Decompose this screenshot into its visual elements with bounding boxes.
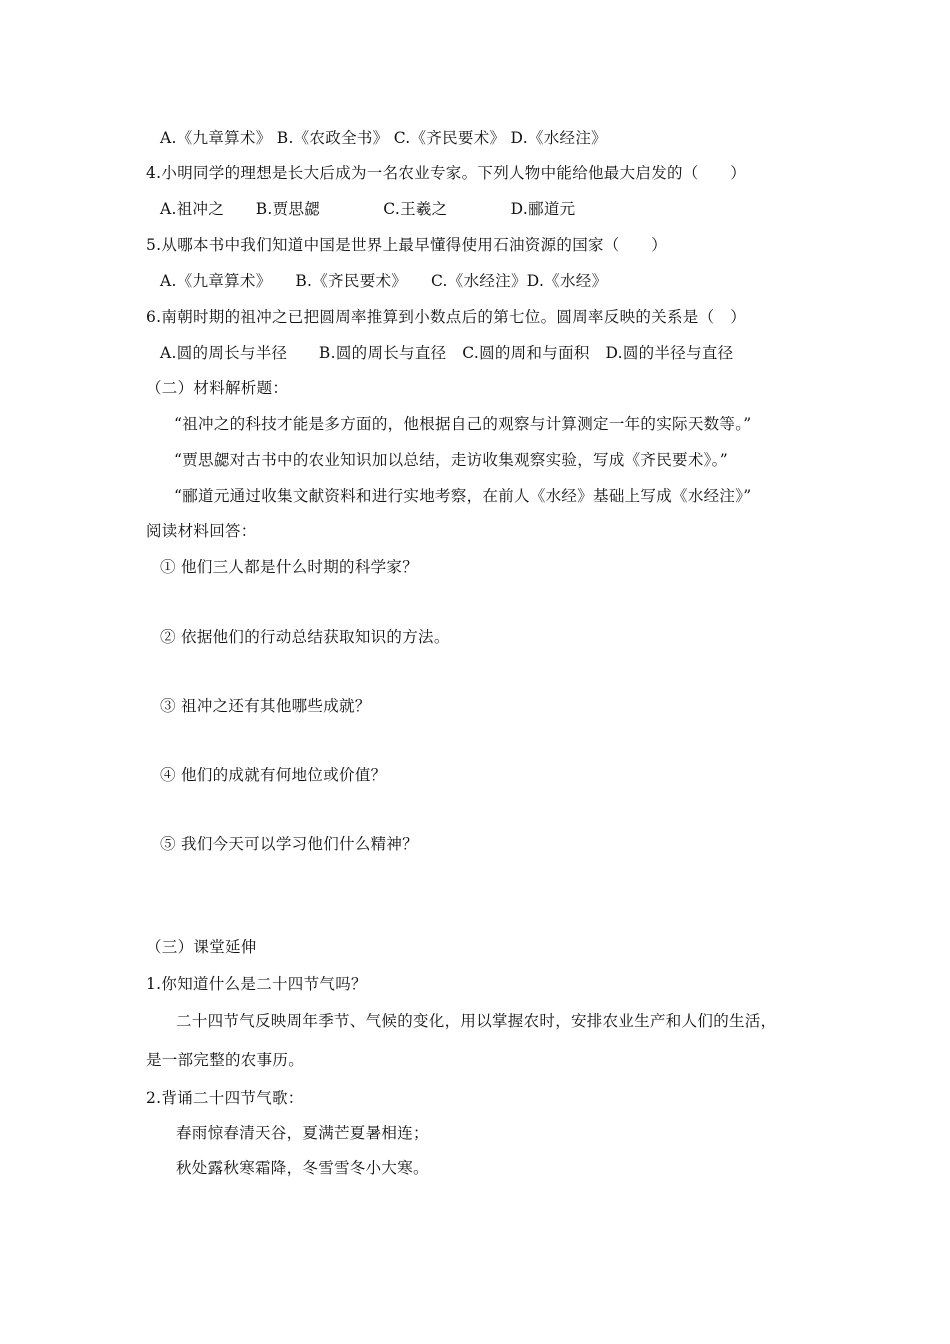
extension-answer-line2: 是一部完整的农事历。 bbox=[146, 1051, 305, 1069]
material-li-daoyuan: “郦道元通过收集文献资料和进行实地考察，在前人《水经》基础上写成《水经注》” bbox=[174, 487, 752, 505]
analysis-question: ③ 祖冲之还有其他哪些成就？ bbox=[160, 697, 371, 715]
q5-stem: 5.从哪本书中我们知道中国是世界上最早懂得使用石油资源的国家（ ） bbox=[146, 236, 667, 254]
q6-stem: 6.南朝时期的祖冲之已把圆周率推算到小数点后的第七位。圆周率反映的关系是（ ） bbox=[146, 308, 746, 326]
reading-prompt: 阅读材料回答： bbox=[146, 522, 257, 540]
analysis-question: ⑤ 我们今天可以学习他们什么精神？ bbox=[160, 835, 419, 853]
q4-stem: 4.小明同学的理想是长大后成为一名农业专家。下列人物中能给他最大启发的（ ） bbox=[146, 164, 746, 182]
extension-q1: 1.你知道什么是二十四节气吗？ bbox=[146, 975, 367, 993]
poem-line: 秋处露秋寒霜降，冬雪雪冬小大寒。 bbox=[176, 1159, 429, 1177]
extension-q2: 2.背诵二十四节气歌： bbox=[146, 1089, 304, 1107]
poem-line: 春雨惊春清天谷，夏满芒夏暑相连； bbox=[176, 1124, 429, 1142]
extension-answer-line1: 二十四节气反映周年季节、气候的变化，用以掌握农时，安排农业生产和人们的生活， bbox=[176, 1012, 777, 1030]
material-zu-chongzhi: “祖冲之的科技才能是多方面的，他根据自己的观察与计算测定一年的实际天数等。” bbox=[174, 415, 752, 433]
q6-options: A.圆的周长与半径 B.圆的周长与直径 C.圆的周和与面积 D.圆的半径与直径 bbox=[160, 344, 734, 362]
section3-title: （三）课堂延伸 bbox=[146, 938, 257, 956]
analysis-question: ④ 他们的成就有何地位或价值？ bbox=[160, 766, 387, 784]
q4-options: A.祖冲之 B.贾思勰 C.王羲之 D.郦道元 bbox=[160, 200, 576, 218]
analysis-question: ① 他们三人都是什么时期的科学家？ bbox=[160, 558, 419, 576]
analysis-question: ② 依据他们的行动总结获取知识的方法。 bbox=[160, 628, 450, 646]
material-jia-sixie: “贾思勰对古书中的农业知识加以总结，走访收集观察实验，写成《齐民要术》。” bbox=[174, 451, 728, 469]
q3-options: A.《九章算术》 B.《农政全书》 C.《齐民要术》 D.《水经注》 bbox=[160, 129, 607, 147]
q5-options: A.《九章算术》 B.《齐民要术》 C.《水经注》D.《水经》 bbox=[160, 272, 608, 290]
section2-title: （二）材料解析题： bbox=[146, 379, 289, 397]
